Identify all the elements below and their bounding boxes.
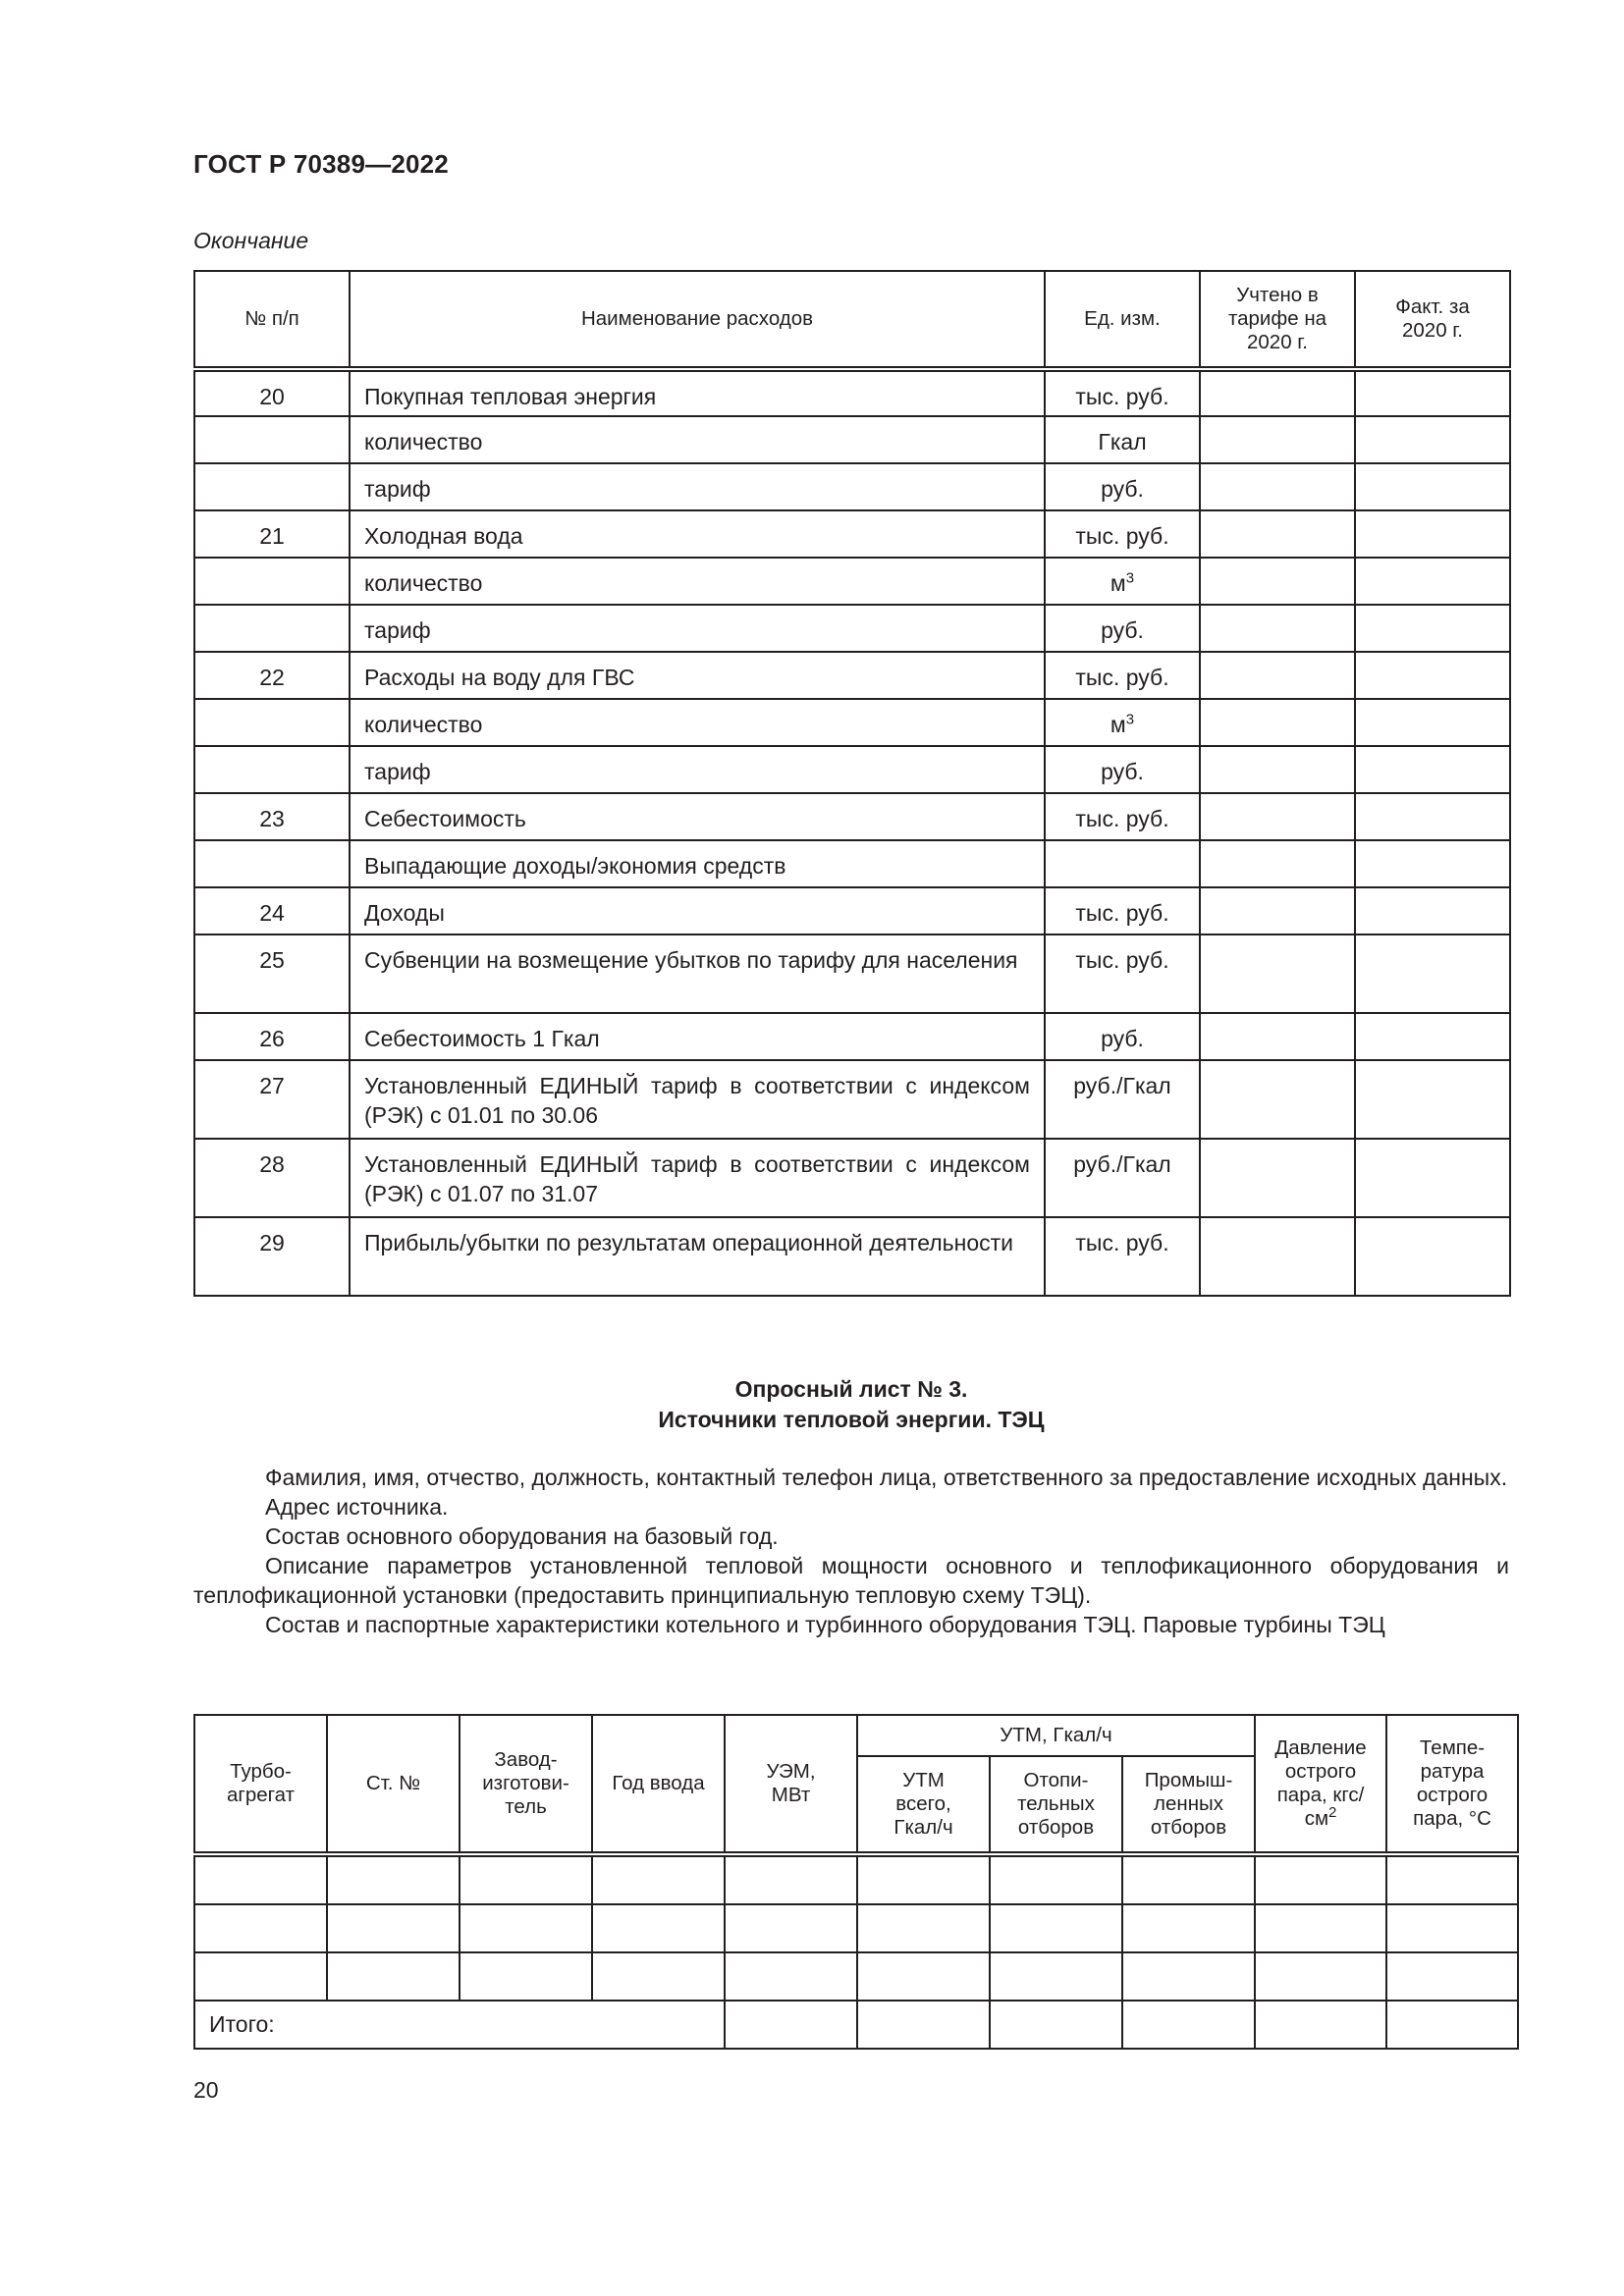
table-row [194,605,1510,652]
data-cell[interactable] [725,1952,857,2001]
header-industrial-extractions: Промыш-ленных отборов [1122,1756,1255,1854]
row-number: 29 [194,1217,350,1296]
actual-value-cell[interactable] [1355,605,1510,652]
data-cell[interactable] [1386,1904,1518,1952]
header-manufacturer: Завод-изготови-тель [460,1715,592,1854]
row-number: 27 [194,1060,350,1139]
unit-of-measure [1045,463,1200,510]
unit-of-measure [1045,934,1200,1013]
table-row [194,793,1510,840]
planned-value-cell[interactable] [1200,934,1355,1013]
planned-value-cell[interactable] [1200,558,1355,605]
table-header-row [194,271,1510,369]
row-number [194,416,350,463]
unit-label: руб. [1101,1026,1144,1051]
data-cell[interactable] [1386,1952,1518,2001]
continuation-label: Окончание [193,228,309,253]
expenses-table [193,270,1511,1297]
expense-name: тариф [350,746,1045,793]
unit-of-measure [1045,887,1200,934]
data-cell[interactable] [1122,1952,1255,2001]
data-cell[interactable] [194,1952,327,2001]
unit-label: тыс. руб. [1075,384,1169,409]
data-cell[interactable] [460,1952,592,2001]
header-actual: Факт. за 2020 г. [1355,271,1510,369]
header-planned: Учтено в тарифе на 2020 г. [1200,271,1355,369]
table-row [194,1854,1518,1904]
paragraph: Состав основного оборудования на базовый год. [265,1523,779,1549]
unit-of-measure [1045,1139,1200,1217]
header-pressure-label: Давление острого пара, кгс/см [1274,1736,1367,1830]
section-paragraphs [193,1463,1509,1639]
table-row [194,746,1510,793]
table-row [194,369,1510,416]
data-cell[interactable] [857,1952,990,2001]
data-cell[interactable] [327,1952,460,2001]
unit-of-measure [1045,1217,1200,1296]
unit-label: руб./Гкал [1073,1151,1171,1177]
unit-label: м [1110,570,1126,596]
table-row [194,1060,1510,1139]
unit-of-measure [1045,1060,1200,1139]
planned-value-cell[interactable] [1200,605,1355,652]
total-cell[interactable] [1386,2001,1518,2049]
planned-value-cell[interactable] [1200,463,1355,510]
unit-of-measure [1045,652,1200,699]
table-row [194,699,1510,746]
unit-of-measure [1045,746,1200,793]
table-row [194,510,1510,558]
actual-value-cell[interactable] [1355,746,1510,793]
row-number [194,746,350,793]
row-number: 23 [194,793,350,840]
unit-label: м [1110,712,1126,737]
header-unit: Ед. изм. [1045,271,1200,369]
unit-label: руб. [1101,476,1144,502]
expense-name: Расходы на воду для ГВС [350,652,1045,699]
data-cell[interactable] [1122,1904,1255,1952]
actual-value-cell[interactable] [1355,934,1510,1013]
expense-name: количество [350,699,1045,746]
unit-label: руб. [1101,759,1144,784]
table-row [194,1952,1518,2001]
row-number [194,699,350,746]
row-number [194,840,350,887]
expense-name: Себестоимость 1 Гкал [350,1013,1045,1060]
expense-name: Установленный ЕДИНЫЙ тариф в соответствии с индексом (РЭК) с 01.01 по 30.06 [350,1060,1045,1139]
row-number: 28 [194,1139,350,1217]
data-cell[interactable] [592,1904,725,1952]
unit-of-measure [1045,605,1200,652]
unit-label: Гкал [1098,429,1147,454]
actual-value-cell[interactable] [1355,369,1510,416]
unit-label: руб./Гкал [1073,1073,1171,1098]
total-cell[interactable] [990,2001,1122,2049]
data-cell[interactable] [460,1854,592,1904]
data-cell[interactable] [1255,1854,1386,1904]
actual-value-cell[interactable] [1355,416,1510,463]
data-cell[interactable] [327,1904,460,1952]
unit-label: тыс. руб. [1075,1230,1169,1255]
header-utm-total: УТМ всего, Гкал/ч [857,1756,990,1854]
actual-value-cell[interactable] [1355,652,1510,699]
data-cell[interactable] [990,1952,1122,2001]
paragraph: Состав и паспортные характеристики котельного и турбинного оборудования ТЭЦ. Паровые турбины ТЭЦ [265,1612,1385,1637]
table-row [194,887,1510,934]
expense-name: Холодная вода [350,510,1045,558]
header-turbo-unit: Турбо-агрегат [194,1715,327,1854]
row-number [194,605,350,652]
header-heating-extractions: Отопи-тельных отборов [990,1756,1122,1854]
planned-value-cell[interactable] [1200,510,1355,558]
data-cell[interactable] [1255,1952,1386,2001]
table-row [194,1904,1518,1952]
header-name: Наименование расходов [350,271,1045,369]
expense-name: Себестоимость [350,793,1045,840]
planned-value-cell[interactable] [1200,1013,1355,1060]
table-row [194,934,1510,1013]
total-label: Итого: [194,2001,725,2049]
actual-value-cell[interactable] [1355,1060,1510,1139]
unit-of-measure [1045,699,1200,746]
row-number [194,463,350,510]
row-number [194,558,350,605]
unit-of-measure [1045,510,1200,558]
actual-value-cell[interactable] [1355,558,1510,605]
actual-value-cell[interactable] [1355,793,1510,840]
section-heading [193,1374,1509,1435]
expense-name: Субвенции на возмещение убытков по тарифу для населения [350,934,1045,1013]
planned-value-cell[interactable] [1200,699,1355,746]
data-cell[interactable] [857,1904,990,1952]
unit-label: тыс. руб. [1075,806,1169,831]
total-cell[interactable] [857,2001,990,2049]
header-pressure [1255,1715,1386,1854]
turbines-table [193,1714,1519,2050]
expense-name: Прибыль/убытки по результатам операционной деятельности [350,1217,1045,1296]
header-num: № п/п [194,271,350,369]
total-row [194,2001,1518,2049]
table-row [194,416,1510,463]
row-number: 26 [194,1013,350,1060]
data-cell[interactable] [592,1854,725,1904]
expense-name: тариф [350,463,1045,510]
document-title: ГОСТ Р 70389—2022 [193,149,449,179]
expense-name: количество [350,558,1045,605]
actual-value-cell[interactable] [1355,510,1510,558]
planned-value-cell[interactable] [1200,1217,1355,1296]
data-cell[interactable] [592,1952,725,2001]
data-cell[interactable] [194,1904,327,1952]
row-number: 21 [194,510,350,558]
unit-of-measure [1045,840,1200,887]
data-cell[interactable] [725,1854,857,1904]
superscript: 3 [1125,711,1135,728]
planned-value-cell[interactable] [1200,1139,1355,1217]
unit-label: тыс. руб. [1075,523,1169,549]
header-year: Год ввода [592,1715,725,1854]
actual-value-cell[interactable] [1355,1217,1510,1296]
total-cell[interactable] [1255,2001,1386,2049]
unit-of-measure [1045,416,1200,463]
planned-value-cell[interactable] [1200,840,1355,887]
table-row [194,652,1510,699]
paragraph: Адрес источника. [265,1494,449,1520]
data-cell[interactable] [1122,1854,1255,1904]
expense-name: тариф [350,605,1045,652]
row-number: 25 [194,934,350,1013]
actual-value-cell[interactable] [1355,840,1510,887]
expense-name: Выпадающие доходы/экономия средств [350,840,1045,887]
data-cell[interactable] [327,1854,460,1904]
unit-of-measure [1045,369,1200,416]
header-uem: УЭМ, МВт [725,1715,857,1854]
table-header-row [194,1715,1518,1756]
header-temperature: Темпе-ратура острого пара, °С [1386,1715,1518,1854]
table-row [194,1217,1510,1296]
planned-value-cell[interactable] [1200,1060,1355,1139]
header-utm-group: УТМ, Гкал/ч [857,1715,1255,1756]
data-cell[interactable] [194,1854,327,1904]
unit-of-measure [1045,558,1200,605]
data-cell[interactable] [857,1854,990,1904]
actual-value-cell[interactable] [1355,887,1510,934]
paragraph: Фамилия, имя, отчество, должность, контактный телефон лица, ответственного за предоставление исходных данных. [265,1465,1508,1490]
unit-label: тыс. руб. [1075,900,1169,926]
planned-value-cell[interactable] [1200,652,1355,699]
data-cell[interactable] [725,1904,857,1952]
planned-value-cell[interactable] [1200,887,1355,934]
expense-name: количество [350,416,1045,463]
row-number: 24 [194,887,350,934]
superscript: 3 [1125,569,1135,587]
data-cell[interactable] [990,1854,1122,1904]
actual-value-cell[interactable] [1355,1013,1510,1060]
section-heading-line1: Опросный лист № 3. [734,1376,968,1402]
table-row [194,1013,1510,1060]
data-cell[interactable] [1255,1904,1386,1952]
table-row [194,558,1510,605]
expense-name: Доходы [350,887,1045,934]
planned-value-cell[interactable] [1200,746,1355,793]
row-number: 22 [194,652,350,699]
superscript: 2 [1328,1804,1337,1822]
table-row [194,840,1510,887]
unit-label: тыс. руб. [1075,665,1169,690]
page-number: 20 [193,2077,219,2103]
planned-value-cell[interactable] [1200,416,1355,463]
header-station-no: Ст. № [327,1715,460,1854]
total-cell[interactable] [725,2001,857,2049]
planned-value-cell[interactable] [1200,793,1355,840]
paragraph: Описание параметров установленной тепловой мощности основного и теплофикационного оборудования и теплофикационной установки (предоставить принципиальную тепловую схему ТЭЦ). [193,1553,1509,1608]
data-cell[interactable] [1386,1854,1518,1904]
planned-value-cell[interactable] [1200,369,1355,416]
actual-value-cell[interactable] [1355,699,1510,746]
table-row [194,1139,1510,1217]
section-heading-line2: Источники тепловой энергии. ТЭЦ [658,1407,1045,1432]
data-cell[interactable] [460,1904,592,1952]
actual-value-cell[interactable] [1355,463,1510,510]
row-number: 20 [194,369,350,416]
actual-value-cell[interactable] [1355,1139,1510,1217]
expense-name: Установленный ЕДИНЫЙ тариф в соответствии с индексом (РЭК) с 01.07 по 31.07 [350,1139,1045,1217]
unit-label: руб. [1101,617,1144,643]
expense-name: Покупная тепловая энергия [350,369,1045,416]
table-row [194,463,1510,510]
unit-label: тыс. руб. [1075,947,1169,973]
unit-of-measure [1045,1013,1200,1060]
total-cell[interactable] [1122,2001,1255,2049]
unit-of-measure [1045,793,1200,840]
data-cell[interactable] [990,1904,1122,1952]
